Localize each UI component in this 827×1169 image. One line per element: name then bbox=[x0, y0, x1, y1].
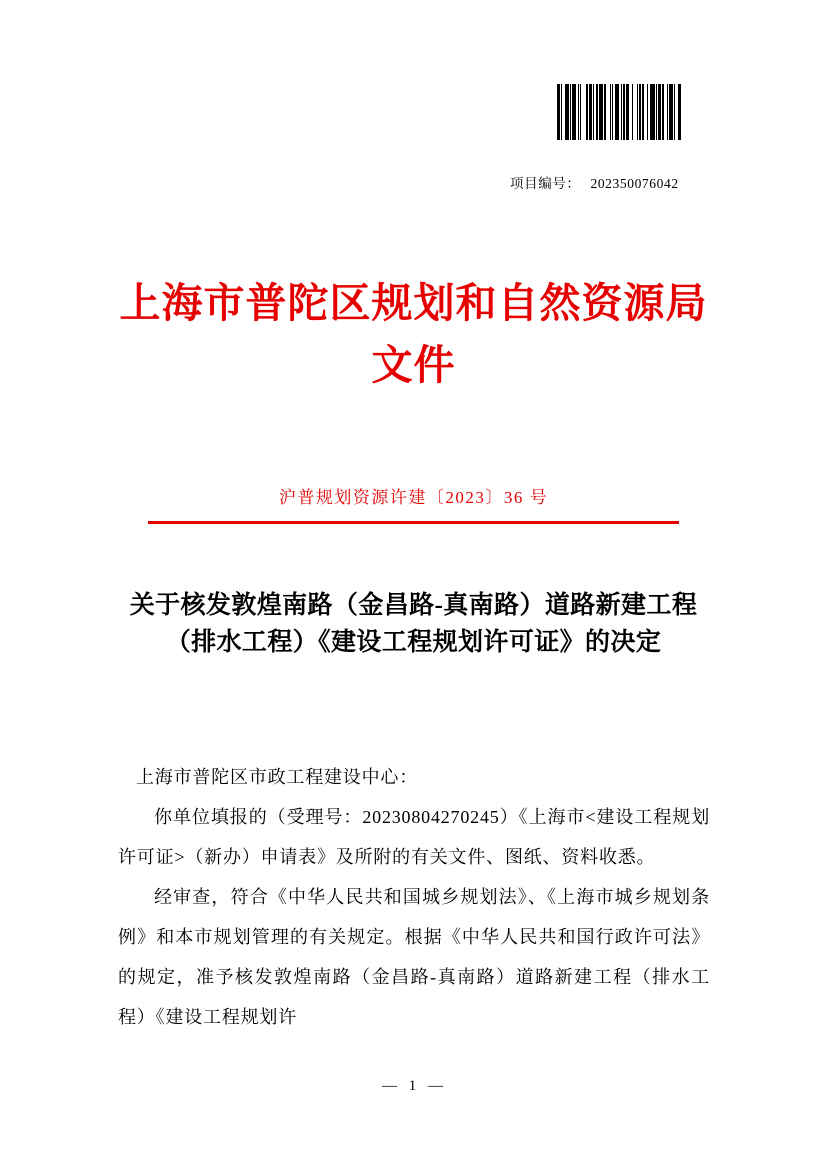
page-number-dash-left: — bbox=[382, 1078, 399, 1094]
page-number-dash-right: — bbox=[428, 1078, 445, 1094]
red-divider bbox=[148, 521, 679, 524]
body-paragraph-1: 你单位填报的（受理号：20230804270245）《上海市<建设工程规划许可证>（新办）申请表》及所附的有关文件、图纸、资料收悉。 bbox=[118, 807, 710, 867]
issuer-title bbox=[0, 272, 827, 396]
page-number-value: 1 bbox=[408, 1078, 419, 1094]
project-number-value: 202350076042 bbox=[590, 176, 679, 191]
project-number-label: 项目编号： bbox=[510, 176, 581, 191]
issuer-title-line2: 文件 bbox=[371, 342, 456, 388]
page-number bbox=[0, 1078, 827, 1095]
issuer-title-line1: 上海市普陀区规划和自然资源局 bbox=[119, 280, 708, 326]
barcode-icon bbox=[557, 84, 701, 140]
document-serial-number: 沪普规划资源许建〔2023〕36 号 bbox=[278, 488, 549, 507]
project-number bbox=[510, 172, 710, 192]
addressee-line: 上海市普陀区市政工程建设中心： bbox=[136, 767, 418, 787]
page-title: 关于核发敦煌南路（金昌路-真南路）道路新建工程（排水工程）《建设工程规划许可证》的决定 bbox=[129, 592, 698, 656]
document-body bbox=[118, 757, 710, 1037]
barcode-bar bbox=[681, 84, 682, 140]
barcode bbox=[557, 84, 701, 140]
body-paragraph-2: 经审查，符合《中华人民共和国城乡规划法》、《上海市城乡规划条例》和本市规划管理的有关规定。根据《中华人民共和国行政许可法》的规定，准予核发敦煌南路（金昌路-真南路）道路新建工程（排水工程）《建设工程规划许 bbox=[118, 887, 710, 1027]
